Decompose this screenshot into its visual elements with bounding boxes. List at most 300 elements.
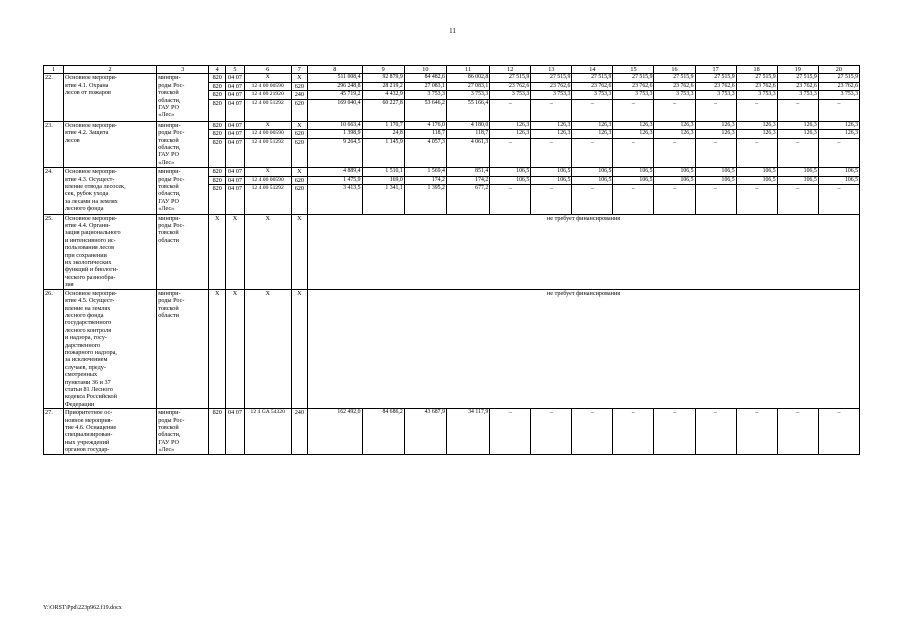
activity-name-line: и надзора, госу- xyxy=(64,334,107,342)
cell-col-4: X xyxy=(209,289,226,409)
col-header-1: 1 xyxy=(44,66,64,74)
cell-col-10: 4 057,3 xyxy=(404,138,446,168)
cell-col-19: – xyxy=(777,99,818,121)
cell-col-12: – xyxy=(490,185,531,215)
activity-name-line: статьи 81 Лесного xyxy=(64,385,113,393)
executor-name-line: области, xyxy=(158,190,181,198)
cell-col-14: 106,5 xyxy=(572,168,613,176)
cell-col-16: – xyxy=(654,185,695,215)
activity-name-line: новное мероприя- xyxy=(64,416,113,424)
executor-name-line: роды Рос- xyxy=(158,81,185,89)
cell-col-19: – xyxy=(777,138,818,168)
executor-name-line: роды Рос- xyxy=(158,222,185,230)
cell-col-7: 240 xyxy=(291,91,308,99)
cell-col-7: 620 xyxy=(291,185,308,215)
executor-name-line: товской xyxy=(158,424,179,431)
cell-col-20: 23 762,6 xyxy=(818,82,859,90)
col-header-3: 3 xyxy=(157,66,209,74)
cell-col-9: 28 219,2 xyxy=(362,82,404,90)
col-header-9: 9 xyxy=(362,66,404,74)
table-row xyxy=(44,74,860,82)
executor-name-line: товской xyxy=(158,183,179,191)
col-header-11: 11 xyxy=(446,66,489,74)
cell-col-6: 12 4 00 51292 xyxy=(244,99,291,121)
cell-col-8: 169 040,4 xyxy=(308,99,362,121)
cell-col-5: 04 07 xyxy=(226,82,245,90)
activity-name xyxy=(63,214,156,289)
cell-col-8: 1 475,9 xyxy=(308,176,362,184)
cell-col-11: 34 117,9 xyxy=(446,409,489,454)
cell-col-18: 126,3 xyxy=(736,130,777,138)
executor-name-line: товской xyxy=(158,136,179,144)
cell-col-10: 53 646,2 xyxy=(404,99,446,121)
activity-name-line: лесного фонда xyxy=(64,205,104,213)
activity-name-line: смотренных xyxy=(64,371,98,379)
cell-col-6: X xyxy=(244,168,291,176)
cell-col-18: – xyxy=(736,185,777,215)
executor-name-line: ГАУ РО xyxy=(158,438,179,446)
executor-name-line: области, xyxy=(158,96,181,104)
activity-name-line: лесного фонда xyxy=(64,311,104,319)
cell-col-9: 24,8 xyxy=(362,130,404,138)
cell-col-17: – xyxy=(695,409,736,454)
cell-col-18: 27 515,9 xyxy=(736,74,777,82)
activity-name xyxy=(63,121,156,167)
cell-col-17: 27 515,9 xyxy=(695,74,736,82)
cell-col-9: 84 686,2 xyxy=(362,409,404,454)
cell-col-20: – xyxy=(818,99,859,121)
cell-col-9: 1 510,1 xyxy=(362,168,404,176)
col-header-12: 12 xyxy=(490,66,531,74)
cell-col-10: 3 753,3 xyxy=(404,91,446,99)
table-row xyxy=(44,168,860,176)
cell-col-20: 126,3 xyxy=(818,130,859,138)
cell-col-12: – xyxy=(490,409,531,454)
cell-col-8: 296 248,8 xyxy=(308,82,362,90)
cell-col-12: 27 515,9 xyxy=(490,74,531,82)
executor-name-line: товской xyxy=(158,304,179,312)
col-header-19: 19 xyxy=(777,66,818,74)
cell-col-8: 162 492,0 xyxy=(308,409,362,454)
cell-col-9: 4 432,9 xyxy=(362,91,404,99)
executor-name-line: области xyxy=(158,236,179,244)
row-number: 22. xyxy=(44,74,64,121)
cell-col-14: 106,5 xyxy=(572,176,613,184)
cell-col-4: 820 xyxy=(209,91,226,99)
activity-name-line: и интенсивного ис- xyxy=(64,236,116,244)
col-header-13: 13 xyxy=(531,66,572,74)
header-row xyxy=(44,66,860,74)
cell-col-14: 126,3 xyxy=(572,121,613,129)
activity-name xyxy=(63,409,156,454)
cell-col-5: X xyxy=(226,289,245,409)
cell-col-11: 55 166,4 xyxy=(446,99,489,121)
cell-col-7: X xyxy=(291,214,308,289)
col-header-8: 8 xyxy=(308,66,362,74)
cell-col-8: 45 719,2 xyxy=(308,91,362,99)
cell-col-8: 1 398,9 xyxy=(308,130,362,138)
col-header-2: 2 xyxy=(63,66,156,74)
cell-col-12: 106,5 xyxy=(490,176,531,184)
no-financing-note: не требует финансирования xyxy=(308,214,860,289)
activity-name-line: пунктами 36 и 37 xyxy=(64,378,111,386)
cell-col-9: 60 227,8 xyxy=(362,99,404,121)
executor-name-line: роды Рос- xyxy=(158,297,185,305)
cell-col-14: 23 762,6 xyxy=(572,82,613,90)
activity-name-line: вление отвода лесосек, xyxy=(64,183,126,191)
cell-col-14: 27 515,9 xyxy=(572,74,613,82)
executor-name-line: минпри- xyxy=(158,74,181,82)
cell-col-4: 820 xyxy=(209,82,226,90)
activity-name-line: органов государ- xyxy=(64,446,110,454)
activity-name xyxy=(63,168,156,214)
activity-name-line: пожарного надзора, xyxy=(64,348,117,356)
col-header-14: 14 xyxy=(572,66,613,74)
cell-col-11: 4 061,3 xyxy=(446,138,489,168)
cell-col-8: 511 008,4 xyxy=(308,74,362,82)
cell-col-6: 12 4 00 51292 xyxy=(244,185,291,215)
activity-name-line: Основное меропри- xyxy=(64,289,117,297)
executor-name-line: роды Рос- xyxy=(158,416,185,424)
activity-name xyxy=(63,74,156,121)
cell-col-11: 3 753,3 xyxy=(446,91,489,99)
executor-name-line: ГАУ РО xyxy=(158,151,179,159)
cell-col-4: 820 xyxy=(209,74,226,82)
cell-col-10: 4 176,0 xyxy=(404,121,446,129)
cell-col-5: 04 07 xyxy=(226,121,245,129)
executor-name-line: роды Рос- xyxy=(158,129,185,137)
cell-col-6: 12 4 00 51292 xyxy=(244,138,291,168)
col-header-6: 6 xyxy=(244,66,291,74)
cell-col-4: 820 xyxy=(209,185,226,215)
cell-col-10: 1 395,2 xyxy=(404,185,446,215)
executor-name-line: области xyxy=(158,311,179,319)
cell-col-5: 04 07 xyxy=(226,130,245,138)
executor-name-line: «Лес» xyxy=(158,111,175,119)
cell-col-4: 820 xyxy=(209,176,226,184)
cell-col-11: 118,7 xyxy=(446,130,489,138)
table-row xyxy=(44,214,860,289)
cell-col-5: 04 07 xyxy=(226,74,245,82)
cell-col-14: – xyxy=(572,138,613,168)
cell-col-15: – xyxy=(613,185,654,215)
cell-col-7: 240 xyxy=(291,409,308,454)
cell-col-20: 106,5 xyxy=(818,168,859,176)
activity-name-line: сек, рубок ухода xyxy=(64,190,109,198)
activity-name-line: Основное меропри- xyxy=(64,121,117,129)
executor-name-line: роды Рос- xyxy=(158,175,185,183)
activity-name xyxy=(63,289,156,409)
cell-col-13: 106,5 xyxy=(531,176,572,184)
cell-col-18: – xyxy=(736,138,777,168)
cell-col-14: 3 753,3 xyxy=(572,91,613,99)
row-number: 25. xyxy=(44,214,64,289)
cell-col-11: 4 180,0 xyxy=(446,121,489,129)
activity-name-line: ятие 4.1. Охрана xyxy=(64,81,109,89)
cell-col-5: 04 07 xyxy=(226,138,245,168)
activity-name-line: при сохранении xyxy=(64,251,107,259)
cell-col-20: 27 515,9 xyxy=(818,74,859,82)
file-path-footer: Y:\ORST\Ppd\223p962.f19.docx xyxy=(43,605,122,611)
cell-col-11: 851,4 xyxy=(446,168,489,176)
cell-col-6: 12 4 GA 54320 xyxy=(244,409,291,454)
col-header-15: 15 xyxy=(613,66,654,74)
cell-col-10: 84 482,6 xyxy=(404,74,446,82)
cell-col-16: 3 753,3 xyxy=(654,91,695,99)
row-number: 23. xyxy=(44,121,64,167)
cell-col-15: 27 515,9 xyxy=(613,74,654,82)
cell-col-9: 92 879,9 xyxy=(362,74,404,82)
cell-col-8: 9 264,5 xyxy=(308,138,362,168)
executor-name-line: области, xyxy=(158,431,181,439)
cell-col-13: – xyxy=(531,99,572,121)
cell-col-19: 3 753,3 xyxy=(777,91,818,99)
row-number: 26. xyxy=(44,289,64,409)
cell-col-8: 4 889,4 xyxy=(308,168,362,176)
activity-name-line: за исключением xyxy=(64,356,108,364)
cell-col-19: 27 515,9 xyxy=(777,74,818,82)
executor-name xyxy=(157,409,209,454)
executor-name xyxy=(157,121,209,167)
cell-col-5: 04 07 xyxy=(226,185,245,215)
executor-name-line: минпри- xyxy=(158,289,181,297)
cell-col-13: 126,3 xyxy=(531,130,572,138)
cell-col-15: 3 753,3 xyxy=(613,91,654,99)
row-number: 24. xyxy=(44,168,64,214)
activity-name-line: дарственного xyxy=(64,341,101,349)
col-header-7: 7 xyxy=(291,66,308,74)
executor-name-line: товской xyxy=(158,229,179,237)
cell-col-19: 23 762,6 xyxy=(777,82,818,90)
cell-col-16: 126,3 xyxy=(654,130,695,138)
page-number: 11 xyxy=(449,27,456,35)
budget-table xyxy=(43,65,860,455)
cell-col-18: 106,5 xyxy=(736,168,777,176)
cell-col-5: 04 07 xyxy=(226,99,245,121)
cell-col-11: 27 083,1 xyxy=(446,82,489,90)
cell-col-12: 126,3 xyxy=(490,130,531,138)
cell-col-14: 126,3 xyxy=(572,130,613,138)
cell-col-15: 23 762,6 xyxy=(613,82,654,90)
activity-name-line: лесного контроля xyxy=(64,326,112,334)
cell-col-6: 12 4 00 00590 xyxy=(244,130,291,138)
activity-name-line: Федерации xyxy=(64,400,95,408)
activity-name-line: Основное меропри- xyxy=(64,168,117,176)
cell-col-19: 106,5 xyxy=(777,176,818,184)
cell-col-14: – xyxy=(572,99,613,121)
cell-col-4: 820 xyxy=(209,130,226,138)
cell-col-19: 126,3 xyxy=(777,130,818,138)
cell-col-5: 04 07 xyxy=(226,91,245,99)
cell-col-10: 174,2 xyxy=(404,176,446,184)
cell-col-12: 23 762,6 xyxy=(490,82,531,90)
executor-name-line: области, xyxy=(158,144,181,152)
col-header-4: 4 xyxy=(209,66,226,74)
cell-col-6: X xyxy=(244,214,291,289)
table-row xyxy=(44,121,860,129)
activity-name-line: зация рационального xyxy=(64,229,121,237)
executor-name-line: «Лес» xyxy=(158,205,175,213)
cell-col-20: 106,5 xyxy=(818,176,859,184)
cell-col-6: X xyxy=(244,74,291,82)
executor-name xyxy=(157,168,209,214)
activity-name-line: за лесами на землях xyxy=(64,197,118,205)
cell-col-8: 10 663,4 xyxy=(308,121,362,129)
executor-name xyxy=(157,74,209,121)
cell-col-7: 620 xyxy=(291,130,308,138)
cell-col-7: 620 xyxy=(291,82,308,90)
activity-name-line: функций и биологи- xyxy=(64,266,119,274)
cell-col-9: 1 170,7 xyxy=(362,121,404,129)
executor-name-line: «Лес» xyxy=(158,158,175,166)
cell-col-15: – xyxy=(613,99,654,121)
activity-name-line: ческого разнообра- xyxy=(64,273,116,281)
cell-col-8: 3 413,5 xyxy=(308,185,362,215)
cell-col-17: – xyxy=(695,138,736,168)
cell-col-11: 174,2 xyxy=(446,176,489,184)
cell-col-15: 106,5 xyxy=(613,176,654,184)
executor-name-line: минпри- xyxy=(158,121,181,129)
cell-col-16: 106,5 xyxy=(654,168,695,176)
cell-col-20: 3 753,3 xyxy=(818,91,859,99)
activity-name-line: вление на землях xyxy=(64,304,111,312)
cell-col-7: X xyxy=(291,168,308,176)
cell-col-6: 12 4 00 00590 xyxy=(244,176,291,184)
cell-col-4: 820 xyxy=(209,99,226,121)
activity-name-line: случаев, преду- xyxy=(64,363,106,371)
activity-name-line: Основное меропри- xyxy=(64,74,117,82)
executor-name-line: минпри- xyxy=(158,214,181,222)
cell-col-17: 106,5 xyxy=(695,168,736,176)
cell-col-15: 106,5 xyxy=(613,168,654,176)
cell-col-13: – xyxy=(531,138,572,168)
cell-col-19: – xyxy=(777,185,818,215)
cell-col-6: 12 4 00 00590 xyxy=(244,82,291,90)
cell-col-7: 620 xyxy=(291,176,308,184)
col-header-18: 18 xyxy=(736,66,777,74)
cell-col-7: 620 xyxy=(291,138,308,168)
cell-col-10: 118,7 xyxy=(404,130,446,138)
cell-col-15: 126,3 xyxy=(613,121,654,129)
activity-name-line: ятие 4.5. Осущест- xyxy=(64,297,115,305)
activity-name-line: тие 4.6. Оснащение xyxy=(64,424,117,431)
cell-col-16: – xyxy=(654,409,695,454)
row-number: 27. xyxy=(44,409,64,454)
executor-name-line: минпри- xyxy=(158,168,181,176)
cell-col-5: X xyxy=(226,214,245,289)
cell-col-18: – xyxy=(736,99,777,121)
cell-col-16: 106,5 xyxy=(654,176,695,184)
cell-col-20: – xyxy=(818,185,859,215)
cell-col-5: 04 07 xyxy=(226,168,245,176)
cell-col-18: 23 762,6 xyxy=(736,82,777,90)
cell-col-12: 126,3 xyxy=(490,121,531,129)
cell-col-7: X xyxy=(291,121,308,129)
cell-col-9: 1 341,1 xyxy=(362,185,404,215)
activity-name-line: кодекса Российской xyxy=(64,393,117,401)
cell-col-7: X xyxy=(291,74,308,82)
activity-name-line: зия xyxy=(64,281,74,289)
cell-col-16: 27 515,9 xyxy=(654,74,695,82)
cell-col-12: – xyxy=(490,99,531,121)
cell-col-19: 126,3 xyxy=(777,121,818,129)
activity-name-line: Приоритетное ос- xyxy=(64,409,113,417)
activity-name-line: специализирован- xyxy=(64,431,113,439)
cell-col-7: X xyxy=(291,289,308,409)
col-header-10: 10 xyxy=(404,66,446,74)
cell-col-13: 126,3 xyxy=(531,121,572,129)
cell-col-10: 1 569,4 xyxy=(404,168,446,176)
col-header-5: 5 xyxy=(226,66,245,74)
executor-name-line: ГАУ РО xyxy=(158,104,179,112)
cell-col-12: 106,5 xyxy=(490,168,531,176)
cell-col-6: X xyxy=(244,289,291,409)
cell-col-17: 126,3 xyxy=(695,130,736,138)
cell-col-16: – xyxy=(654,138,695,168)
executor-name-line: товской xyxy=(158,89,179,97)
cell-col-4: 820 xyxy=(209,168,226,176)
cell-col-15: 126,3 xyxy=(613,130,654,138)
cell-col-11: 677,2 xyxy=(446,185,489,215)
cell-col-13: – xyxy=(531,185,572,215)
executor-name-line: «Лес» xyxy=(158,446,175,454)
cell-col-4: X xyxy=(209,214,226,289)
cell-col-5: 04 07 xyxy=(226,176,245,184)
cell-col-16: 126,3 xyxy=(654,121,695,129)
cell-col-17: – xyxy=(695,99,736,121)
cell-col-20: – xyxy=(818,409,859,454)
cell-col-18: – xyxy=(736,409,777,454)
cell-col-13: 27 515,9 xyxy=(531,74,572,82)
activity-name-line: ных учреждений xyxy=(64,438,110,446)
col-header-20: 20 xyxy=(818,66,859,74)
activity-name-line: лесов от пожаров xyxy=(64,89,111,97)
cell-col-15: – xyxy=(613,409,654,454)
cell-col-11: 86 002,8 xyxy=(446,74,489,82)
cell-col-18: 106,5 xyxy=(736,176,777,184)
cell-col-13: 3 753,3 xyxy=(531,91,572,99)
table-row xyxy=(44,289,860,409)
cell-col-17: 23 762,6 xyxy=(695,82,736,90)
activity-name-line: Основное меропри- xyxy=(64,214,117,222)
cell-col-16: – xyxy=(654,99,695,121)
cell-col-19: – xyxy=(777,409,818,454)
col-header-16: 16 xyxy=(654,66,695,74)
cell-col-14: – xyxy=(572,185,613,215)
cell-col-17: 106,5 xyxy=(695,176,736,184)
cell-col-4: 820 xyxy=(209,121,226,129)
cell-col-10: 43 687,9 xyxy=(404,409,446,454)
col-header-17: 17 xyxy=(695,66,736,74)
cell-col-20: 126,3 xyxy=(818,121,859,129)
no-financing-note: не требует финансирования xyxy=(308,289,860,409)
activity-name-line: ятие 4.3. Осущест- xyxy=(64,175,115,183)
activity-name-line: лесов xyxy=(64,136,80,144)
cell-col-10: 27 083,1 xyxy=(404,82,446,90)
cell-col-13: 23 762,6 xyxy=(531,82,572,90)
activity-name-line: их экологических xyxy=(64,259,112,267)
table-row xyxy=(44,409,860,454)
cell-col-9: 1 145,9 xyxy=(362,138,404,168)
cell-col-4: 820 xyxy=(209,138,226,168)
executor-name xyxy=(157,289,209,409)
cell-col-7: 620 xyxy=(291,99,308,121)
cell-col-12: – xyxy=(490,138,531,168)
activity-name-line: ятие 4.4. Органи- xyxy=(64,222,111,230)
cell-col-12: 3 753,3 xyxy=(490,91,531,99)
executor-name-line: минпри- xyxy=(158,409,181,417)
cell-col-6: 12 4 00 21920 xyxy=(244,91,291,99)
